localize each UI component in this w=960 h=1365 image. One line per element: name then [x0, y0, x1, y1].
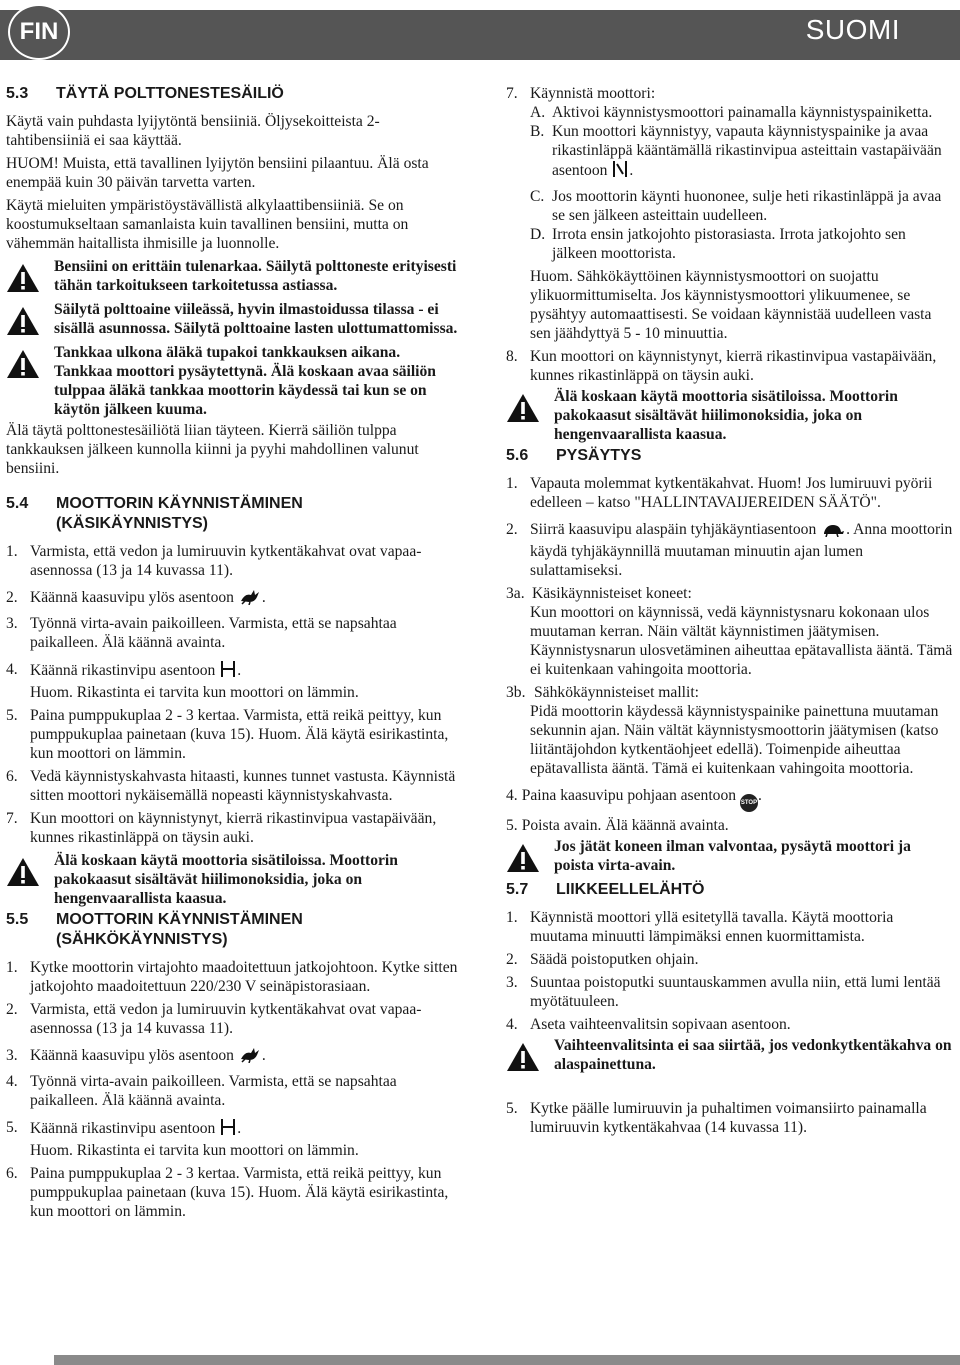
warning-block [506, 1036, 954, 1077]
list-item: 4. Paina kaasuvipu pohjaan asentoon STOP. [506, 786, 954, 812]
page-header [0, 0, 960, 62]
list-item: 1. Käynnistä moottori yllä esitetyllä tavalla. Käytä moottoria muutama minuutti lämpimäksi ennen kuormittamista. [506, 909, 894, 945]
sub-list-item: D. Irrota ensin jatkojohto pistorasiasta. Irrota jatkojohto sen jälkeen moottorista. [530, 226, 906, 262]
section-number: 5.3 [6, 85, 29, 102]
warning-triangle-icon [506, 837, 554, 878]
paragraph: Pidä moottorin käydessä käynnistyspainike painettuna muutaman sekunnin ajan. Näin vältät käynnistysmoottorin jäätymisen (katso liitäntäjohdon kytkentäohjeet edellä). Toimenpide aiheuttaa epätavallista ääntä. Tämä ei kuitenkaan vahingoita moottoria. [530, 703, 939, 777]
paragraph: Kun moottori on käynnissä, vedä käynnistysnaru kokonaan ulos muutaman kerran. Näin vältät käynnistimen jäätymisen. Käynnistysnarun ulosvetäminen aiheuttaa epätavallista ääntä. Tämä ei kuitenkaan vahingoita moottoria. [530, 604, 953, 678]
choke-closed-icon [220, 660, 236, 683]
paragraph: Älä täytä polttonestesäiliötä liian täyteen. Kierrä säiliön tulppa tankkauksen jälkeen kunnolla kiinni ja pyyhi mahdollinen valunut bensiini. [6, 422, 419, 477]
list-item: 4. Aseta vaihteenvalitsin sopivaan asentoon. [506, 1016, 791, 1033]
warning-text: Jos jätät koneen ilman valvontaa, pysäytä moottori ja poista virta-avain. [554, 838, 911, 874]
sub-list-item: A. Aktivoi käynnistysmoottori painamalla käynnistyspainiketta. [530, 104, 933, 121]
warning-text: Tankkaa ulkona äläkä tupakoi tankkauksen aikana. Tankkaa moottori pysäytettynä. Älä koskaan avaa säiliön tulppaa äläkä tankkaa moottorin käydessä tai kun se on käytön jälkeen kuuma. [54, 344, 436, 418]
section-title: PYSÄYTYS [556, 447, 642, 464]
section-number: 5.6 [506, 447, 529, 464]
footer-bar [54, 1355, 960, 1365]
list-item: 5. Kytke päälle lumiruuvin ja puhaltimen voimansiirto painamalla lumiruuvin kytkentäkahvaa (14 kuvassa 11). [506, 1100, 927, 1136]
left-column [6, 84, 458, 1221]
paragraph: HUOM! Muista, että tavallinen lyijytön bensiini pilaantuu. Älä osta enempää kuin 30 päivän tarvetta varten. [6, 155, 429, 191]
list-item: 4. Työnnä virta-avain paikoilleen. Varmista, että se napsahtaa paikalleen. Älä käännä avainta. [6, 1073, 397, 1109]
list-item: 7. Kun moottori on käynnistynyt, kierrä rikastinvipua vastapäivään, kunnes rikastinläppä on täysin auki. [6, 810, 437, 846]
throttle-fast-rabbit-icon [239, 1047, 261, 1068]
list-item: 5. Käännä rikastinvipu asentoon . Huom. Rikastinta ei tarvita kun moottori on lämmin. [6, 1119, 359, 1159]
list-item: 3b. Sähkökäynnisteiset mallit: [506, 684, 700, 701]
list-item: 6. Paina pumppukuplaa 2 - 3 kertaa. Varmista, että reikä peittyy, kun pumppukuplaa painetaan (kuva 15). Huom. Älä käytä esirikastinta, kun moottori on lämmin. [6, 1165, 449, 1220]
list-item: 2. Säädä poistoputken ohjain. [506, 951, 699, 968]
language-badge: FIN [8, 4, 70, 60]
warning-text: Vaihteenvalitsinta ei saa siirtää, jos vedonkytkentäkahva on alaspainettuna. [554, 1037, 952, 1073]
list-item: 1. Vapauta molemmat kytkentäkahvat. Huom! Jos lumiruuvi pyörii edelleen – katso "HALLINTAVAIJEREIDEN SÄÄTÖ". [506, 475, 933, 511]
right-column [506, 84, 954, 1137]
section-number: 5.5 [6, 911, 29, 928]
warning-triangle-icon [6, 343, 54, 419]
list-item: 5. Paina pumppukuplaa 2 - 3 kertaa. Varmista, että reikä peittyy, kun pumppukuplaa painetaan (kuva 15). Huom. Älä käytä esirikastinta, kun moottori on lämmin. [6, 707, 449, 762]
warning-text: Älä koskaan käytä moottoria sisätiloissa. Moottorin pakokaasut sisältävät hiilimonoksidia, joka on hengenvaarallista kaasua. [54, 852, 398, 907]
section-title: TÄYTÄ POLTTONESTESÄILIÖ [56, 85, 284, 102]
note-paragraph: Huom. Sähkökäyttöinen käynnistysmoottori on suojattu ylikuormittumiselta. Jos käynnistysmoottori ylikuumenee, se pysähtyy automaattisesti. Se voidaan käynnistää uudelleen vasta sen jäähdyttyä 5 - 10 minuuttia. [530, 268, 932, 342]
sub-list-item: B. Kun moottori käynnistyy, vapauta käynnistyspainike ja avaa rikastinläppä kääntämällä rikastinvipua asteittain vastapäivään asentoon . [506, 122, 954, 183]
paragraph: Käytä mieluiten ympäristöystävällistä alkylaattibensiiniä. Se on koostumukseltaan samanlaista kuin tavallinen bensiini, mutta on vähemmän haitallista ihmisille ja luonnolle. [6, 197, 409, 252]
warning-triangle-icon [6, 300, 54, 341]
list-item: 2. Siirrä kaasuvipu alaspäin tyhjäkäyntiasentoon . Anna moottorin käydä tyhjäkäynnillä muutaman minuutin ajan lumen sulattamiseksi. [506, 521, 953, 579]
warning-text: Säilytä polttoaine viileässä, hyvin ilmastoidussa tilassa - ei sisällä asunnossa. Säilytä polttoaine lasten ulottumattomissa. [54, 301, 458, 337]
warning-text: Älä koskaan käytä moottoria sisätiloissa. Moottorin pakokaasut sisältävät hiilimonoksidia, joka on hengenvaarallista kaasua. [554, 388, 898, 443]
warning-block [6, 300, 458, 341]
list-item: 2. Varmista, että vedon ja lumiruuvin kytkentäkahvat ovat vapaa-asennossa (13 ja 14 kuvassa 11). [6, 1001, 422, 1037]
section-number: 5.7 [506, 881, 529, 898]
list-item: 3. Suuntaa poistoputki suuntauskammen avulla niin, että lumi lentää myötätuuleen. [506, 974, 941, 1010]
list-item: 3. Käännä kaasuvipu ylös asentoon . [6, 1046, 458, 1068]
choke-closed-icon [220, 1118, 236, 1141]
list-item: 3. Työnnä virta-avain paikoilleen. Varmista, että se napsahtaa paikalleen. Älä käännä avainta. [6, 615, 397, 651]
warning-block [6, 257, 458, 298]
section-heading-5-5 [6, 910, 458, 950]
list-item: 4. Käännä rikastinvipu asentoon . Huom. Rikastinta ei tarvita kun moottori on lämmin. [6, 661, 359, 701]
warning-triangle-icon [506, 1036, 554, 1077]
section-number: 5.4 [6, 495, 29, 512]
section-title: MOOTTORIN KÄYNNISTÄMINEN (KÄSIKÄYNNISTYS) [56, 495, 303, 532]
throttle-fast-rabbit-icon [239, 589, 261, 610]
section-heading-5-3 [6, 84, 458, 104]
list-item: 1. Kytke moottorin virtajohto maadoitettuun jatkojohtoon. Kytke sitten jatkojohto maadoitettuun 220/230 V seinäpistorasiaan. [6, 959, 458, 995]
list-item: 6. Vedä käynnistyskahvasta hitaasti, kunnes tunnet vastusta. Käynnistä sitten moottori nykäisemällä nopeasti käynnistyskahvasta. [6, 768, 456, 804]
warning-triangle-icon [506, 387, 554, 444]
list-item: 2. Käännä kaasuvipu ylös asentoon . [6, 588, 458, 610]
section-heading-5-7 [506, 880, 954, 900]
list-item: 8. Kun moottori on käynnistynyt, kierrä rikastinvipua vastapäivään, kunnes rikastinläppä on täysin auki. [506, 348, 937, 384]
choke-open-icon [612, 160, 628, 183]
list-item: 7. Käynnistä moottori: [506, 85, 656, 102]
sub-list-item: C. Jos moottorin käynti huononee, sulje heti rikastinläppä ja avaa se sen jälkeen asteittain uudelleen. [530, 188, 942, 224]
warning-text: Bensiini on erittäin tulenarkaa. Säilytä polttoneste erityisesti tähän tarkoitukseen tarkoitetussa astiassa. [54, 258, 457, 294]
list-item: 3a. Käsikäynnisteiset koneet: [506, 585, 692, 602]
warning-triangle-icon [6, 257, 54, 298]
warning-block [506, 387, 954, 444]
section-title: MOOTTORIN KÄYNNISTÄMINEN (SÄHKÖKÄYNNISTYS) [56, 911, 303, 948]
warning-block [506, 837, 954, 878]
warning-triangle-icon [6, 851, 54, 908]
language-title: SUOMI [805, 14, 900, 45]
stop-icon: STOP [740, 794, 758, 812]
warning-block [6, 343, 458, 419]
warning-block [6, 851, 458, 908]
section-title: LIIKKEELLELÄHTÖ [556, 881, 705, 898]
section-heading-5-4 [6, 494, 458, 534]
paragraph: Käytä vain puhdasta lyijytöntä bensiiniä. Öljysekoitteista 2-tahtibensiiniä ei saa käyttää. [6, 113, 380, 149]
section-heading-5-6 [506, 446, 954, 466]
throttle-slow-turtle-icon [821, 523, 845, 542]
list-item: 1. Varmista, että vedon ja lumiruuvin kytkentäkahvat ovat vapaa-asennossa (13 ja 14 kuvassa 11). [6, 543, 422, 579]
list-item: 5. Poista avain. Älä käännä avainta. [506, 817, 729, 834]
